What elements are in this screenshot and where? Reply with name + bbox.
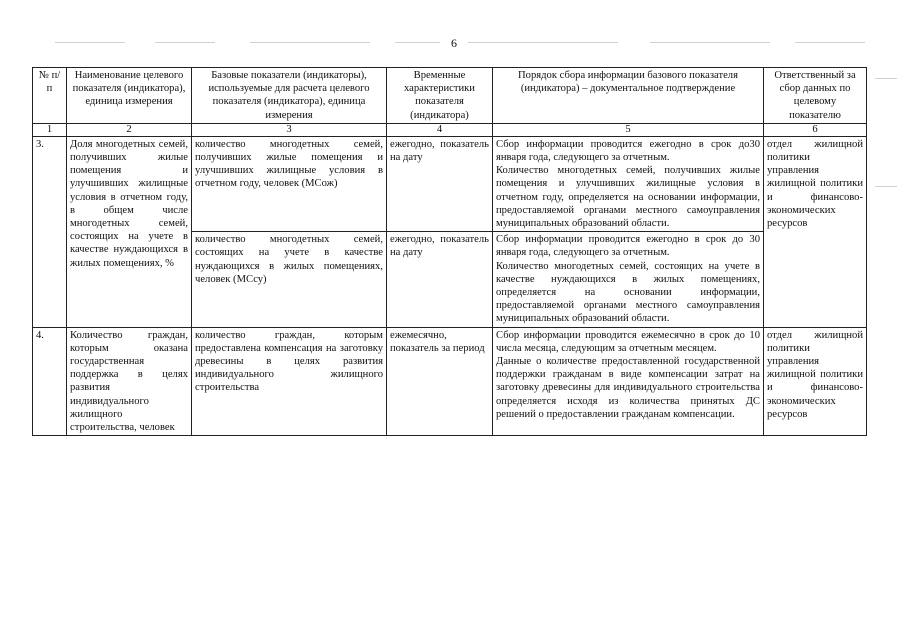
table-row — [33, 327, 867, 436]
base-indicator: количество граждан, которым предоставлена компенсация на заготовку древесины в целях развития индивидуального жилищного строительства — [192, 327, 387, 436]
header-base-indicators: Базовые показатели (индикаторы), используемые для расчета целевого показателя (индикатора), единица измерения — [192, 68, 387, 124]
column-number: 2 — [67, 123, 192, 136]
table-header-row — [33, 68, 867, 124]
row-number: 4. — [33, 327, 67, 436]
scan-artifact — [395, 42, 440, 43]
column-number: 3 — [192, 123, 387, 136]
column-number: 4 — [387, 123, 493, 136]
scan-artifact — [650, 42, 770, 43]
column-number: 1 — [33, 123, 67, 136]
procedure — [493, 327, 764, 436]
procedure-paragraph: Сбор информации проводится ежемесячно в срок до 10 числа месяца, следующим за отчетным месяцем. — [496, 329, 760, 354]
column-number: 6 — [764, 123, 867, 136]
procedure-paragraph: Количество многодетных семей, получивших жилые помещения и улучшивших жилищные условия в отчетном году, определяется на основании информации, предоставляемой органами местного самоуправления муниципальных образований области. — [496, 165, 760, 230]
scan-artifact — [795, 42, 865, 43]
indicators-table — [32, 67, 867, 436]
column-numbers-row — [33, 123, 867, 136]
column-number: 5 — [493, 123, 764, 136]
header-responsible: Ответственный за сбор данных по целевому показателю — [764, 68, 867, 124]
header-timing: Временные характеристики показателя (индикатора) — [387, 68, 493, 124]
header-indicator: Наименование целевого показателя (индикатора), единица измерения — [67, 68, 192, 124]
procedure-paragraph: Сбор информации проводится ежегодно в срок до 30 января года, следующего за отчетным. — [496, 234, 760, 259]
row-number: 3. — [33, 136, 67, 327]
timing: ежегодно, показатель на дату — [387, 232, 493, 327]
scan-artifact — [250, 42, 370, 43]
table-row — [33, 136, 867, 231]
base-indicator: количество многодетных семей, получивших жилые помещения и улучшивших жилищные условия в отчетном году, человек (МСож) — [192, 136, 387, 231]
header-procedure: Порядок сбора информации базового показателя (индикатора) – документальное подтверждение — [493, 68, 764, 124]
procedure-paragraph: Данные о количестве предоставленной государственной поддержки гражданам в виде компенсации затрат на заготовку древесины для индивидуального строительства определяется исходя из количества принятых ДС решений о предоставлении гражданам компенсации. — [496, 356, 760, 420]
indicator-name: Количество граждан, которым оказана государственная поддержка в целях развития индивидуального жилищного строительства, человек — [67, 327, 192, 436]
scan-artifact — [155, 42, 215, 43]
header-num: № п/п — [33, 68, 67, 124]
responsible: отдел жилищной политики управления жилищной политики и финансово-экономических ресурсов — [764, 327, 867, 436]
procedure-paragraph: Сбор информации проводится ежегодно в срок до30 января года, следующего за отчетным. — [496, 138, 760, 164]
timing: ежемесячно, показатель за период — [387, 327, 493, 436]
scan-artifact — [468, 42, 618, 43]
procedure — [493, 232, 764, 327]
procedure — [493, 136, 764, 231]
procedure-paragraph: Количество многодетных семей, состоящих на учете в качестве нуждающихся в жилых помещениях, определяется на основании информации, предоставляемой органами местного самоуправления муниципальных образований области. — [496, 260, 760, 325]
scan-artifact — [875, 186, 897, 187]
page-number: 6 — [451, 36, 457, 50]
indicator-name: Доля многодетных семей, получивших жилые помещения и улучшивших жилищные условия в отчетном году, в общем числе многодетных семей, состоящих на учете в качестве нуждающихся в жилых помещениях, % — [67, 136, 192, 327]
base-indicator: количество многодетных семей, состоящих на учете в качестве нуждающихся в жилых помещениях, человек (МСсу) — [192, 232, 387, 327]
scan-artifact — [875, 78, 897, 79]
timing: ежегодно, показатель на дату — [387, 136, 493, 231]
scan-artifact — [55, 42, 125, 43]
responsible: отдел жилищной политики управления жилищной политики и финансово-экономических ресурсов — [764, 136, 867, 327]
